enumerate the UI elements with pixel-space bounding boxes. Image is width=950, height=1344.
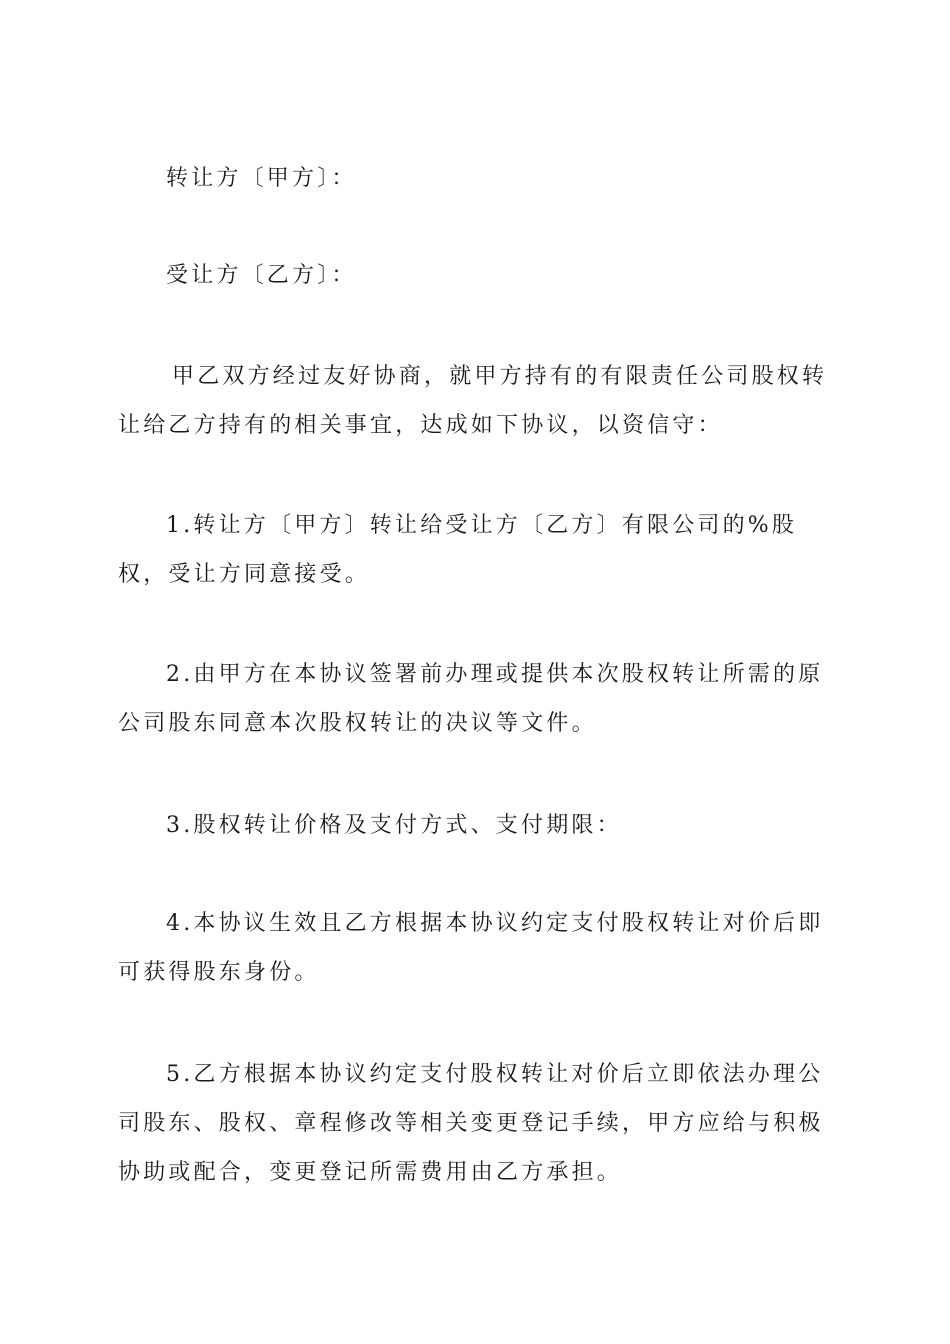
clause-4: 4.本协议生效且乙方根据本协议约定支付股权转让对价后即可获得股东身份。 xyxy=(118,911,824,985)
clause-2: 2.由甲方在本协议签署前办理或提供本次股权转让所需的原公司股东同意本次股权转让的决议等文件。 xyxy=(118,662,824,736)
transferee-line: 受让方〔乙方〕： xyxy=(166,263,357,288)
preamble-paragraph: 甲乙双方经过友好协商，就甲方持有的有限责任公司股权转让给乙方持有的相关事宜，达成如下协议，以资信守： xyxy=(118,364,828,438)
clause-3: 3.股权转让价格及支付方式、支付期限： xyxy=(166,813,622,838)
clause-5: 5.乙方根据本协议约定支付股权转让对价后立即依法办理公司股东、股权、章程修改等相关变更登记手续，甲方应给与积极协助或配合，变更登记所需费用由乙方承担。 xyxy=(118,1062,824,1185)
transferor-line: 转让方〔甲方〕： xyxy=(166,166,357,191)
clause-1: 1.转让方〔甲方〕转让给受让方〔乙方〕有限公司的%股权，受让方同意接受。 xyxy=(118,513,798,587)
